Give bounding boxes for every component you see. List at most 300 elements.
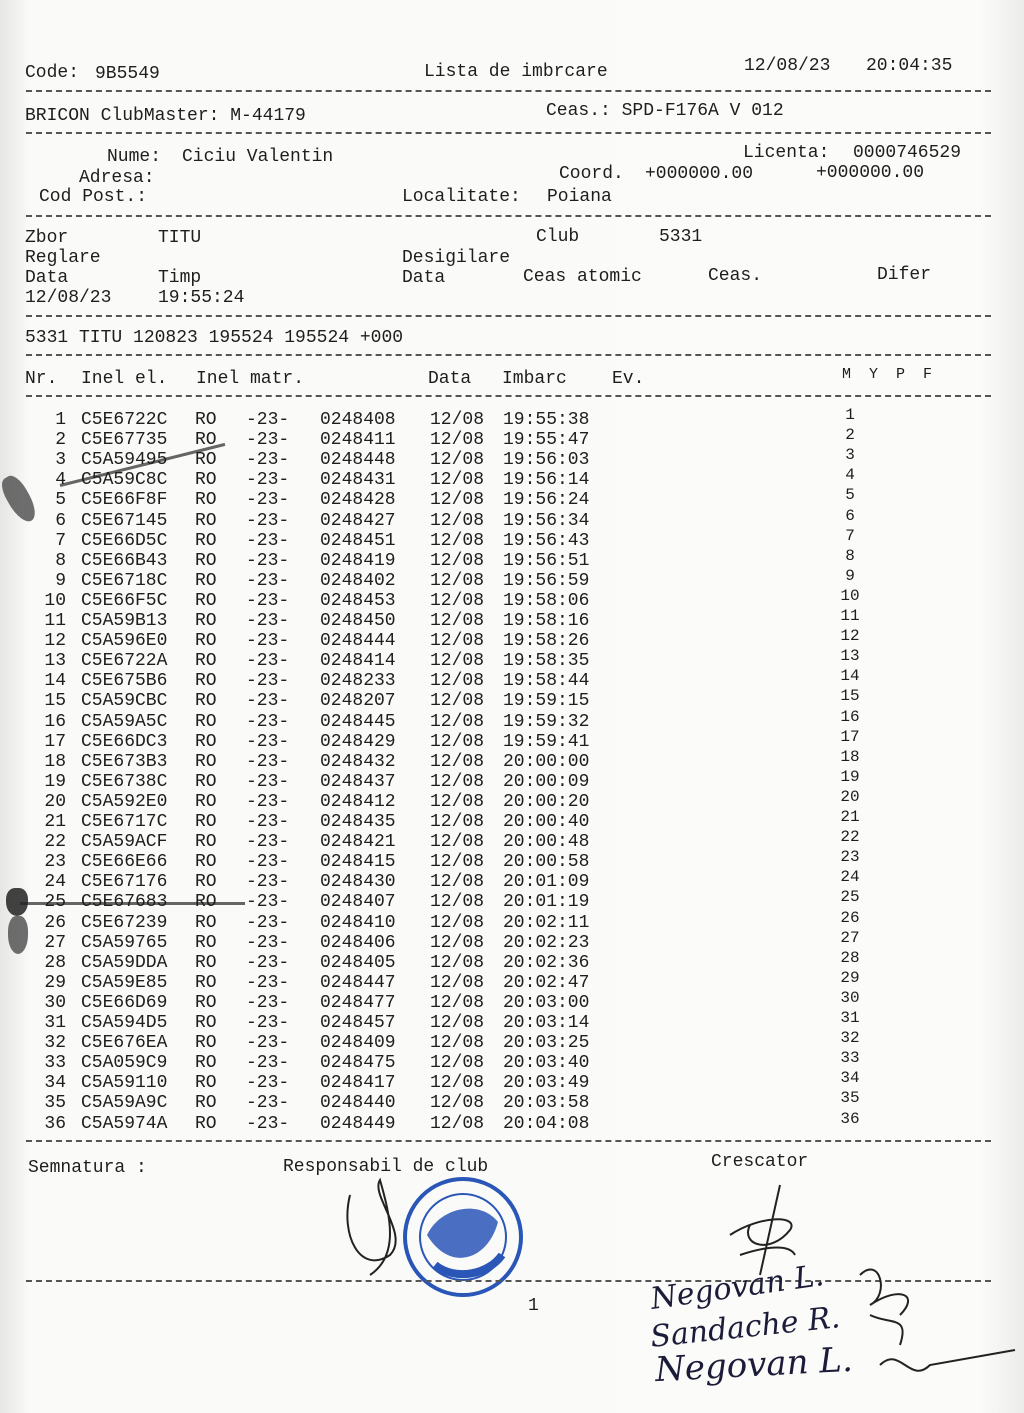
row-number: 36 xyxy=(44,1113,66,1134)
ring-number: 0248428 xyxy=(320,490,396,511)
code-value: 9B5549 xyxy=(95,64,160,84)
country: RO xyxy=(195,1073,217,1094)
arrival-time: 20:03:58 xyxy=(503,1093,590,1114)
rank-number: 12 xyxy=(840,627,860,646)
year: -23- xyxy=(246,1073,290,1094)
rank-number: 31 xyxy=(840,1009,860,1027)
electronic-ring: C5E66D5C xyxy=(81,530,168,551)
arrival-date: 12/08 xyxy=(430,852,485,873)
clock-label: Ceas. xyxy=(708,266,763,286)
divider xyxy=(26,132,991,134)
ring-number: 0248407 xyxy=(320,892,396,913)
arrival-date: 12/08 xyxy=(430,711,485,732)
arrival-time: 19:59:15 xyxy=(503,691,590,712)
row-number: 21 xyxy=(44,812,66,832)
row-number: 12 xyxy=(44,631,66,652)
arrival-time: 20:03:14 xyxy=(503,1013,590,1033)
arrival-time: 19:58:26 xyxy=(503,631,590,652)
year: -23- xyxy=(246,611,290,631)
table-row xyxy=(0,928,1024,953)
arrival-date: 12/08 xyxy=(430,450,485,471)
ring-number: 0248411 xyxy=(320,430,396,451)
table-row xyxy=(0,948,1024,973)
reglare-label: Reglare xyxy=(25,248,101,268)
table-row xyxy=(0,848,1024,873)
electronic-ring: C5E66D69 xyxy=(81,992,168,1013)
arrival-date: 12/08 xyxy=(430,631,485,652)
electronic-ring: C5E66F8F xyxy=(81,490,168,511)
country: RO xyxy=(195,530,217,551)
table-row xyxy=(0,908,1024,933)
row-number: 23 xyxy=(44,852,66,873)
table-row xyxy=(0,888,1024,913)
arrival-time: 20:03:49 xyxy=(503,1073,590,1094)
address-label: Adresa: xyxy=(79,168,155,188)
ring-number: 0248451 xyxy=(320,530,396,551)
arrival-date: 12/08 xyxy=(430,832,485,853)
ring-number: 0248412 xyxy=(320,791,396,812)
rank-number: 2 xyxy=(845,426,855,445)
year: -23- xyxy=(246,972,290,993)
row-number: 22 xyxy=(44,832,66,853)
rank-number: 5 xyxy=(845,486,855,505)
country: RO xyxy=(195,972,217,993)
rank-number: 27 xyxy=(840,928,860,947)
country: RO xyxy=(195,812,217,832)
club-label: Club xyxy=(536,227,580,247)
electronic-ring: C5E67145 xyxy=(81,510,168,531)
rank-number: 13 xyxy=(840,647,860,666)
table-row xyxy=(0,627,1024,652)
arrival-time: 19:56:24 xyxy=(503,490,590,511)
clock-info: Ceas.: SPD-F176A V 012 xyxy=(546,101,784,121)
year: -23- xyxy=(246,791,290,812)
row-number: 24 xyxy=(44,872,66,893)
reglare-date: 12/08/23 xyxy=(25,288,112,308)
ring-number: 0248477 xyxy=(320,992,396,1013)
table-row xyxy=(0,607,1024,631)
ring-number: 0248449 xyxy=(320,1113,396,1134)
arrival-date: 12/08 xyxy=(430,570,485,591)
arrival-time: 19:58:44 xyxy=(503,671,590,692)
country: RO xyxy=(195,832,217,853)
arrival-time: 19:56:59 xyxy=(503,570,590,591)
rank-number: 3 xyxy=(845,446,855,465)
electronic-ring: C5E66B43 xyxy=(81,550,168,571)
row-number: 35 xyxy=(44,1093,66,1114)
ring-number: 0248457 xyxy=(320,1013,396,1033)
electronic-ring: C5A59E85 xyxy=(81,972,168,993)
year: -23- xyxy=(246,570,290,591)
arrival-date: 12/08 xyxy=(430,1113,485,1134)
ring-number: 0248447 xyxy=(320,972,396,993)
zbor-label: Zbor xyxy=(25,228,69,248)
country: RO xyxy=(195,892,217,913)
table-row xyxy=(0,426,1024,451)
rank-number: 6 xyxy=(845,506,855,525)
arrival-time: 19:58:06 xyxy=(503,590,590,611)
year: -23- xyxy=(246,450,290,471)
col-data: Data xyxy=(428,369,472,389)
row-number: 26 xyxy=(44,912,66,933)
arrival-date: 12/08 xyxy=(430,470,485,491)
electronic-ring: C5E67239 xyxy=(81,912,168,933)
country: RO xyxy=(195,852,217,873)
ring-number: 0248417 xyxy=(320,1073,396,1094)
year: -23- xyxy=(246,550,290,571)
row-number: 30 xyxy=(44,992,66,1013)
arrival-date: 12/08 xyxy=(430,731,485,752)
arrival-date: 12/08 xyxy=(430,1033,485,1054)
table-row xyxy=(0,566,1024,591)
arrival-time: 19:59:32 xyxy=(503,711,590,732)
handwritten-scribbles xyxy=(840,1255,1020,1395)
table-row xyxy=(0,406,1024,430)
country: RO xyxy=(195,711,217,732)
arrival-date: 12/08 xyxy=(430,791,485,812)
ring-number: 0248410 xyxy=(320,912,396,933)
rank-number: 17 xyxy=(840,727,860,746)
rank-number: 4 xyxy=(845,466,855,485)
electronic-ring: C5E6717C xyxy=(81,812,168,832)
arrival-time: 20:00:20 xyxy=(503,791,590,812)
arrival-time: 19:56:43 xyxy=(503,530,590,551)
country: RO xyxy=(195,1033,217,1054)
arrival-date: 12/08 xyxy=(430,651,485,672)
print-time: 20:04:35 xyxy=(866,56,953,76)
signature-label: Semnatura : xyxy=(28,1158,147,1178)
table-row xyxy=(0,1089,1024,1114)
club-value: 5331 xyxy=(659,227,703,247)
year: -23- xyxy=(246,410,290,430)
year: -23- xyxy=(246,631,290,652)
ring-number: 0248448 xyxy=(320,450,396,471)
country: RO xyxy=(195,932,217,953)
row-number: 14 xyxy=(44,671,66,692)
arrival-date: 12/08 xyxy=(430,1073,485,1094)
rank-number: 32 xyxy=(840,1029,860,1048)
year: -23- xyxy=(246,651,290,672)
country: RO xyxy=(195,691,217,712)
arrival-date: 12/08 xyxy=(430,872,485,893)
rank-number: 33 xyxy=(840,1049,860,1068)
table-row xyxy=(0,526,1024,551)
year: -23- xyxy=(246,590,290,611)
electronic-ring: C5A592E0 xyxy=(81,791,168,812)
timp-label: Timp xyxy=(158,268,202,288)
country: RO xyxy=(195,450,217,471)
arrival-time: 20:03:40 xyxy=(503,1053,590,1074)
coord-2: +000000.00 xyxy=(816,163,925,183)
rank-number: 15 xyxy=(840,687,860,706)
year: -23- xyxy=(246,691,290,712)
country: RO xyxy=(195,751,217,772)
country: RO xyxy=(195,912,217,933)
table-row xyxy=(0,466,1024,491)
ring-number: 0248445 xyxy=(320,711,396,732)
rank-number: 19 xyxy=(840,767,860,786)
year: -23- xyxy=(246,992,290,1013)
name-label: Nume: xyxy=(107,147,162,167)
rank-number: 8 xyxy=(845,546,855,565)
row-number: 28 xyxy=(44,952,66,973)
rank-number: 11 xyxy=(840,607,860,625)
electronic-ring: C5A59C8C xyxy=(81,470,168,491)
rank-number: 35 xyxy=(840,1089,860,1108)
table-row xyxy=(0,968,1024,993)
arrival-time: 19:55:47 xyxy=(503,430,590,451)
year: -23- xyxy=(246,812,290,832)
col-inel-el: Inel el. xyxy=(81,369,168,389)
arrival-time: 20:02:47 xyxy=(503,972,590,993)
ring-number: 0248453 xyxy=(320,590,396,611)
handwritten-signature: Sandache R. xyxy=(648,1300,842,1355)
arrival-date: 12/08 xyxy=(430,611,485,631)
electronic-ring: C5E6738C xyxy=(81,771,168,792)
rank-number: 18 xyxy=(840,747,860,766)
ring-number: 0248444 xyxy=(320,631,396,652)
reglare-time: 19:55:24 xyxy=(158,288,245,308)
col-inel-matr: Inel matr. xyxy=(196,369,305,389)
row-number: 10 xyxy=(44,590,66,611)
year: -23- xyxy=(246,1093,290,1114)
year: -23- xyxy=(246,430,290,451)
club-responsible-label: Responsabil de club xyxy=(283,1157,489,1177)
arrival-date: 12/08 xyxy=(430,530,485,551)
arrival-date: 12/08 xyxy=(430,490,485,511)
rank-number: 24 xyxy=(840,868,860,887)
electronic-ring: C5A59DDA xyxy=(81,952,168,973)
row-number: 1 xyxy=(55,410,66,430)
table-row xyxy=(0,988,1024,1013)
rank-number: 21 xyxy=(840,808,860,826)
data2-label: Data xyxy=(402,268,446,288)
row-number: 17 xyxy=(44,731,66,752)
ring-number: 0248430 xyxy=(320,872,396,893)
year: -23- xyxy=(246,771,290,792)
table-row xyxy=(0,707,1024,732)
year: -23- xyxy=(246,1113,290,1134)
arrival-time: 19:59:41 xyxy=(503,731,590,752)
data-label: Data xyxy=(25,268,69,288)
divider xyxy=(26,1140,991,1142)
country: RO xyxy=(195,1013,217,1033)
col-imbarc: Imbarc xyxy=(502,369,567,389)
ring-number: 0248432 xyxy=(320,751,396,772)
country: RO xyxy=(195,651,217,672)
arrival-date: 12/08 xyxy=(430,671,485,692)
divider xyxy=(26,395,991,397)
arrival-time: 19:58:35 xyxy=(503,651,590,672)
atomic-clock-label: Ceas atomic xyxy=(523,267,642,287)
table-row xyxy=(0,1109,1024,1134)
arrival-time: 19:56:03 xyxy=(503,450,590,471)
divider xyxy=(26,315,991,317)
arrival-time: 19:56:14 xyxy=(503,470,590,491)
arrival-time: 20:03:00 xyxy=(503,992,590,1013)
country: RO xyxy=(195,872,217,893)
row-number: 16 xyxy=(44,711,66,732)
rank-number: 9 xyxy=(845,566,855,585)
divider xyxy=(26,215,991,217)
year: -23- xyxy=(246,470,290,491)
row-number: 27 xyxy=(44,932,66,953)
electronic-ring: C5A59B13 xyxy=(81,611,168,631)
country: RO xyxy=(195,490,217,511)
electronic-ring: C5E66DC3 xyxy=(81,731,168,752)
country: RO xyxy=(195,1113,217,1134)
country: RO xyxy=(195,470,217,491)
year: -23- xyxy=(246,671,290,692)
row-number: 18 xyxy=(44,751,66,772)
table-row xyxy=(0,486,1024,511)
country: RO xyxy=(195,1053,217,1074)
postcode-label: Cod Post.: xyxy=(39,187,148,207)
electronic-ring: C5E67683 xyxy=(81,892,168,913)
rank-number: 14 xyxy=(840,667,860,686)
arrival-date: 12/08 xyxy=(430,972,485,993)
table-row xyxy=(0,506,1024,531)
arrival-time: 19:56:34 xyxy=(503,510,590,531)
arrival-date: 12/08 xyxy=(430,952,485,973)
rank-number: 34 xyxy=(840,1069,860,1088)
country: RO xyxy=(195,1093,217,1114)
rank-number: 30 xyxy=(840,988,860,1007)
rank-number: 36 xyxy=(840,1109,860,1128)
club-stamp xyxy=(330,1175,550,1305)
electronic-ring: C5E6722C xyxy=(81,410,168,430)
table-row xyxy=(0,647,1024,672)
arrival-date: 12/08 xyxy=(430,912,485,933)
arrival-time: 20:00:09 xyxy=(503,771,590,792)
electronic-ring: C5A59765 xyxy=(81,932,168,953)
row-number: 31 xyxy=(44,1013,66,1033)
row-number: 13 xyxy=(44,651,66,672)
arrival-time: 20:02:11 xyxy=(503,912,590,933)
flight-summary: 5331 TITU 120823 195524 195524 +000 xyxy=(25,328,404,348)
col-nr: Nr. xyxy=(25,369,58,389)
year: -23- xyxy=(246,510,290,531)
year: -23- xyxy=(246,751,290,772)
coord-1: +000000.00 xyxy=(645,164,754,184)
row-number: 6 xyxy=(55,510,66,531)
code-label: Code: xyxy=(25,63,80,83)
row-number: 2 xyxy=(55,430,66,451)
arrival-date: 12/08 xyxy=(430,992,485,1013)
ring-number: 0248450 xyxy=(320,611,396,631)
zbor-value: TITU xyxy=(158,228,202,248)
row-number: 4 xyxy=(55,470,66,491)
table-row xyxy=(0,767,1024,792)
table-row xyxy=(0,747,1024,772)
country: RO xyxy=(195,631,217,652)
country: RO xyxy=(195,771,217,792)
ring-number: 0248207 xyxy=(320,691,396,712)
year: -23- xyxy=(246,832,290,853)
electronic-ring: C5E66E66 xyxy=(81,852,168,873)
year: -23- xyxy=(246,711,290,732)
electronic-ring: C5E675B6 xyxy=(81,671,168,692)
rank-number: 20 xyxy=(840,787,860,806)
rank-number: 23 xyxy=(840,848,860,867)
print-date: 12/08/23 xyxy=(744,56,831,76)
ring-number: 0248409 xyxy=(320,1033,396,1054)
rank-number: 22 xyxy=(840,828,860,847)
ring-number: 0248415 xyxy=(320,852,396,873)
document-title: Lista de imbrcare xyxy=(424,62,608,82)
rank-number: 28 xyxy=(840,948,860,967)
row-number: 34 xyxy=(44,1073,66,1094)
electronic-ring: C5E67735 xyxy=(81,430,168,451)
electronic-ring: C5E6718C xyxy=(81,570,168,591)
handwritten-signature: Negovan L. xyxy=(648,1258,827,1317)
country: RO xyxy=(195,791,217,812)
ring-number: 0248414 xyxy=(320,651,396,672)
table-row xyxy=(0,828,1024,853)
year: -23- xyxy=(246,892,290,913)
year: -23- xyxy=(246,530,290,551)
electronic-ring: C5A59110 xyxy=(81,1073,168,1094)
ring-number: 0248427 xyxy=(320,510,396,531)
arrival-date: 12/08 xyxy=(430,1013,485,1033)
year: -23- xyxy=(246,932,290,953)
table-row xyxy=(0,687,1024,712)
table-row xyxy=(0,808,1024,832)
electronic-ring: C5E673B3 xyxy=(81,751,168,772)
ring-number: 0248406 xyxy=(320,932,396,953)
arrival-time: 20:00:40 xyxy=(503,812,590,832)
arrival-time: 20:04:08 xyxy=(503,1113,590,1134)
arrival-time: 20:02:23 xyxy=(503,932,590,953)
year: -23- xyxy=(246,872,290,893)
col-ev: Ev. xyxy=(612,369,645,389)
country: RO xyxy=(195,570,217,591)
country: RO xyxy=(195,731,217,752)
license-value: 0000746529 xyxy=(853,143,962,163)
row-number: 11 xyxy=(44,611,66,631)
divider xyxy=(26,354,991,356)
ring-number: 0248435 xyxy=(320,812,396,832)
ring-number: 0248419 xyxy=(320,550,396,571)
arrival-time: 19:58:16 xyxy=(503,611,590,631)
ring-number: 0248437 xyxy=(320,771,396,792)
country: RO xyxy=(195,611,217,631)
arrival-date: 12/08 xyxy=(430,1053,485,1074)
locality-value: Poiana xyxy=(547,187,612,207)
arrival-date: 12/08 xyxy=(430,510,485,531)
row-number: 15 xyxy=(44,691,66,712)
arrival-date: 12/08 xyxy=(430,892,485,913)
rank-number: 1 xyxy=(845,406,855,424)
system-info: BRICON ClubMaster: M-44179 xyxy=(25,106,306,126)
arrival-date: 12/08 xyxy=(430,430,485,451)
year: -23- xyxy=(246,1033,290,1054)
country: RO xyxy=(195,550,217,571)
arrival-date: 12/08 xyxy=(430,590,485,611)
ring-number: 0248429 xyxy=(320,731,396,752)
electronic-ring: C5E67176 xyxy=(81,872,168,893)
col-mypf: M Y P F xyxy=(842,366,933,383)
rank-number: 16 xyxy=(840,707,860,726)
electronic-ring: C5A594D5 xyxy=(81,1013,168,1033)
year: -23- xyxy=(246,952,290,973)
difference-label: Difer xyxy=(877,265,932,285)
ring-number: 0248440 xyxy=(320,1093,396,1114)
electronic-ring: C5A059C9 xyxy=(81,1053,168,1074)
row-number: 3 xyxy=(55,450,66,471)
row-number: 5 xyxy=(55,490,66,511)
row-number: 20 xyxy=(44,791,66,812)
